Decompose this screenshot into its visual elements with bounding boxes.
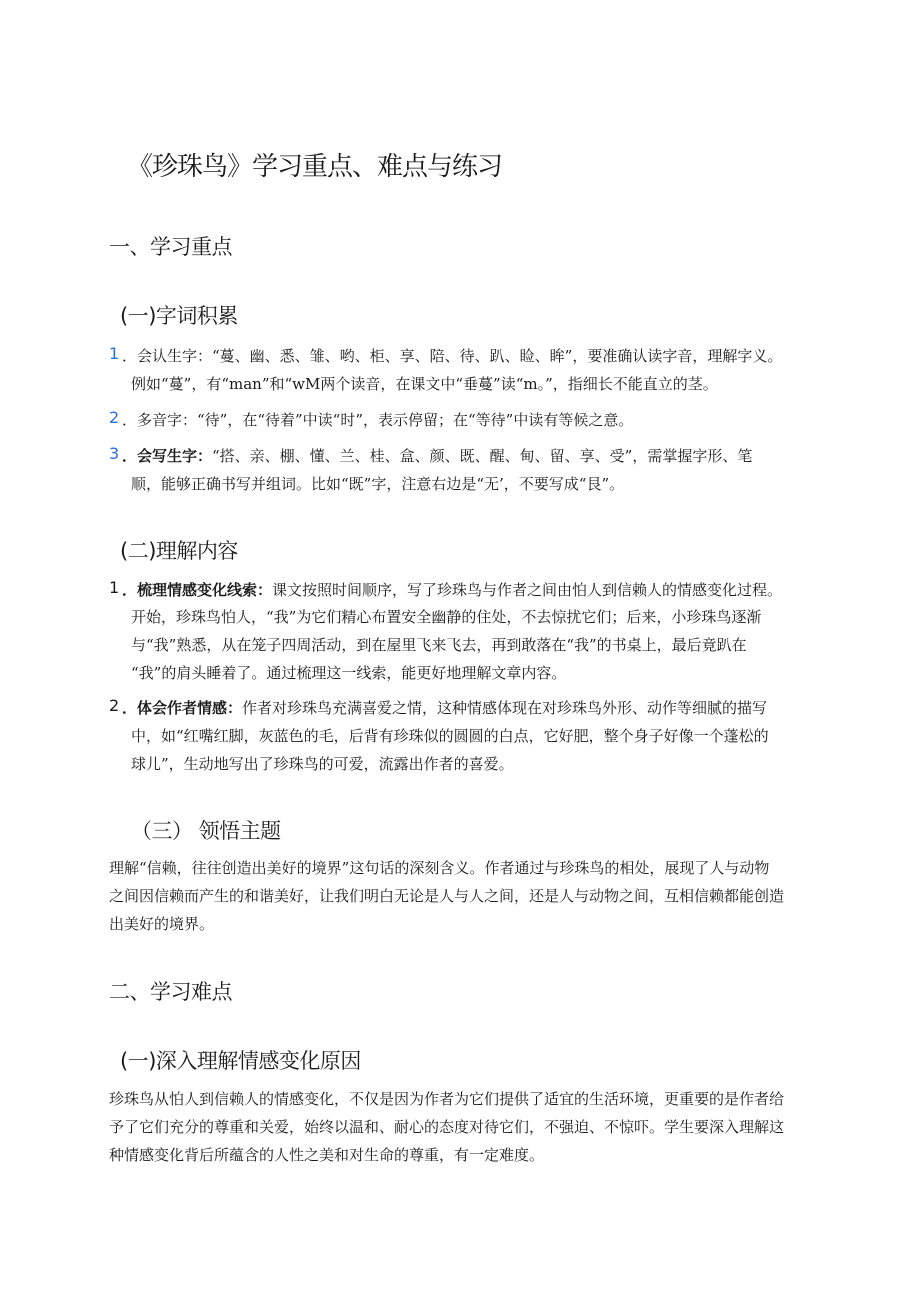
- paragraph-line: 予了它们充分的尊重和关爱，始终以温和、耐心的态度对待它们，不强迫、不惊吓。学生要深入理解这: [109, 1118, 785, 1136]
- list-item-label: ．梳理情感变化线索：: [122, 581, 273, 599]
- list-number: 2: [109, 408, 120, 427]
- list-item-text: 球儿”，生动地写出了珍珠鸟的可爱，流露出作者的喜爱。: [131, 755, 514, 773]
- section-heading-study-focus: 一、学习重点: [109, 235, 232, 259]
- list-item-body: 课文按照时间顺序，写了珍珠鸟与作者之间由怕人到信赖人的情感变化过程。: [272, 581, 783, 599]
- list-item-text: ．会认生字：“蔓、幽、悉、雏、哟、柜、享、陪、待、趴、睑、眸”，要准确认读字音，理解字义。: [122, 347, 783, 365]
- list-item-text: 与“我”熟悉，从在笼子四周活动，到在屋里飞来飞去，再到敢落在“我”的书桌上，最后竟趴在: [131, 636, 747, 654]
- paragraph-line: 种情感变化背后所蕴含的人性之美和对生命的尊重，有一定难度。: [109, 1146, 545, 1164]
- list-number: 3: [109, 444, 120, 463]
- list-number: 1: [109, 578, 120, 597]
- list-item-text: “我”的肩头睡着了。通过梳理这一线索，能更好地理解文章内容。: [131, 664, 567, 682]
- subheading-emotion-change-reason: (一)深入理解情感变化原因: [120, 1049, 361, 1073]
- subheading-understand-content: (二)理解内容: [120, 539, 238, 563]
- document-title: 《珍珠鸟》学习重点、难点与练习: [127, 152, 503, 182]
- list-item-text: [122, 579, 782, 600]
- paragraph-line: 珍珠鸟从怕人到信赖人的情感变化，不仅是因为作者为它们提供了适宜的生活环境，更重要的是作者给: [109, 1090, 785, 1108]
- list-number: 1: [109, 344, 120, 363]
- list-number: 2: [109, 696, 120, 715]
- subheading-vocabulary: (一)字词积累: [120, 304, 238, 328]
- list-item-body: “搭、亲、棚、懂、兰、桂、盒、颜、既、醒、甸、留、享、受”，需掌握字形、笔: [212, 447, 753, 465]
- list-item-text: 顺，能够正确书写并组词。比如“既”字，注意右边是“无’，不要写成“艮”。: [131, 475, 625, 493]
- paragraph-line: 理解“信赖，往往创造出美好的境界”这句话的深刻含义。作者通过与珍珠鸟的相处，展现了人与动物: [109, 859, 770, 877]
- list-item-text: [122, 445, 752, 466]
- paragraph-line: 出美好的境界。: [109, 915, 215, 933]
- list-item-text: ．多音字：“待”，在“待着”中读“时”，表示停留；在“等待”中读有等候之意。: [122, 411, 634, 429]
- list-item-label: ．会写生字：: [122, 447, 213, 465]
- section-heading-study-difficulty: 二、学习难点: [109, 980, 232, 1004]
- list-item-text: 中，如“红嘴红脚，灰蓝色的毛，后背有珍珠似的圆圆的白点，它好肥，整个身子好像一个蓬松的: [131, 727, 769, 745]
- subheading-theme: （三） 领悟主题: [131, 819, 281, 843]
- list-item-text: [122, 697, 767, 718]
- list-item-text: 开始，珍珠鸟怕人，“我”为它们精心布置安全幽静的住处，不去惊扰它们；后来，小珍珠鸟逐渐: [131, 608, 762, 626]
- list-item-body: 作者对珍珠鸟充满喜爱之情，这种情感体现在对珍珠鸟外形、动作等细腻的描写: [242, 699, 768, 717]
- paragraph-line: 之间因信赖而产生的和谐美好，让我们明白无论是人与人之间，还是人与动物之间，互相信赖都能创造: [109, 887, 785, 905]
- list-item-text: 例如“蔓”，有“man”和“wM两个读音，在课文中“垂蔓”读“m。”，指细长不能直立的茎。: [131, 375, 718, 393]
- list-item-label: ．体会作者情感：: [122, 699, 243, 717]
